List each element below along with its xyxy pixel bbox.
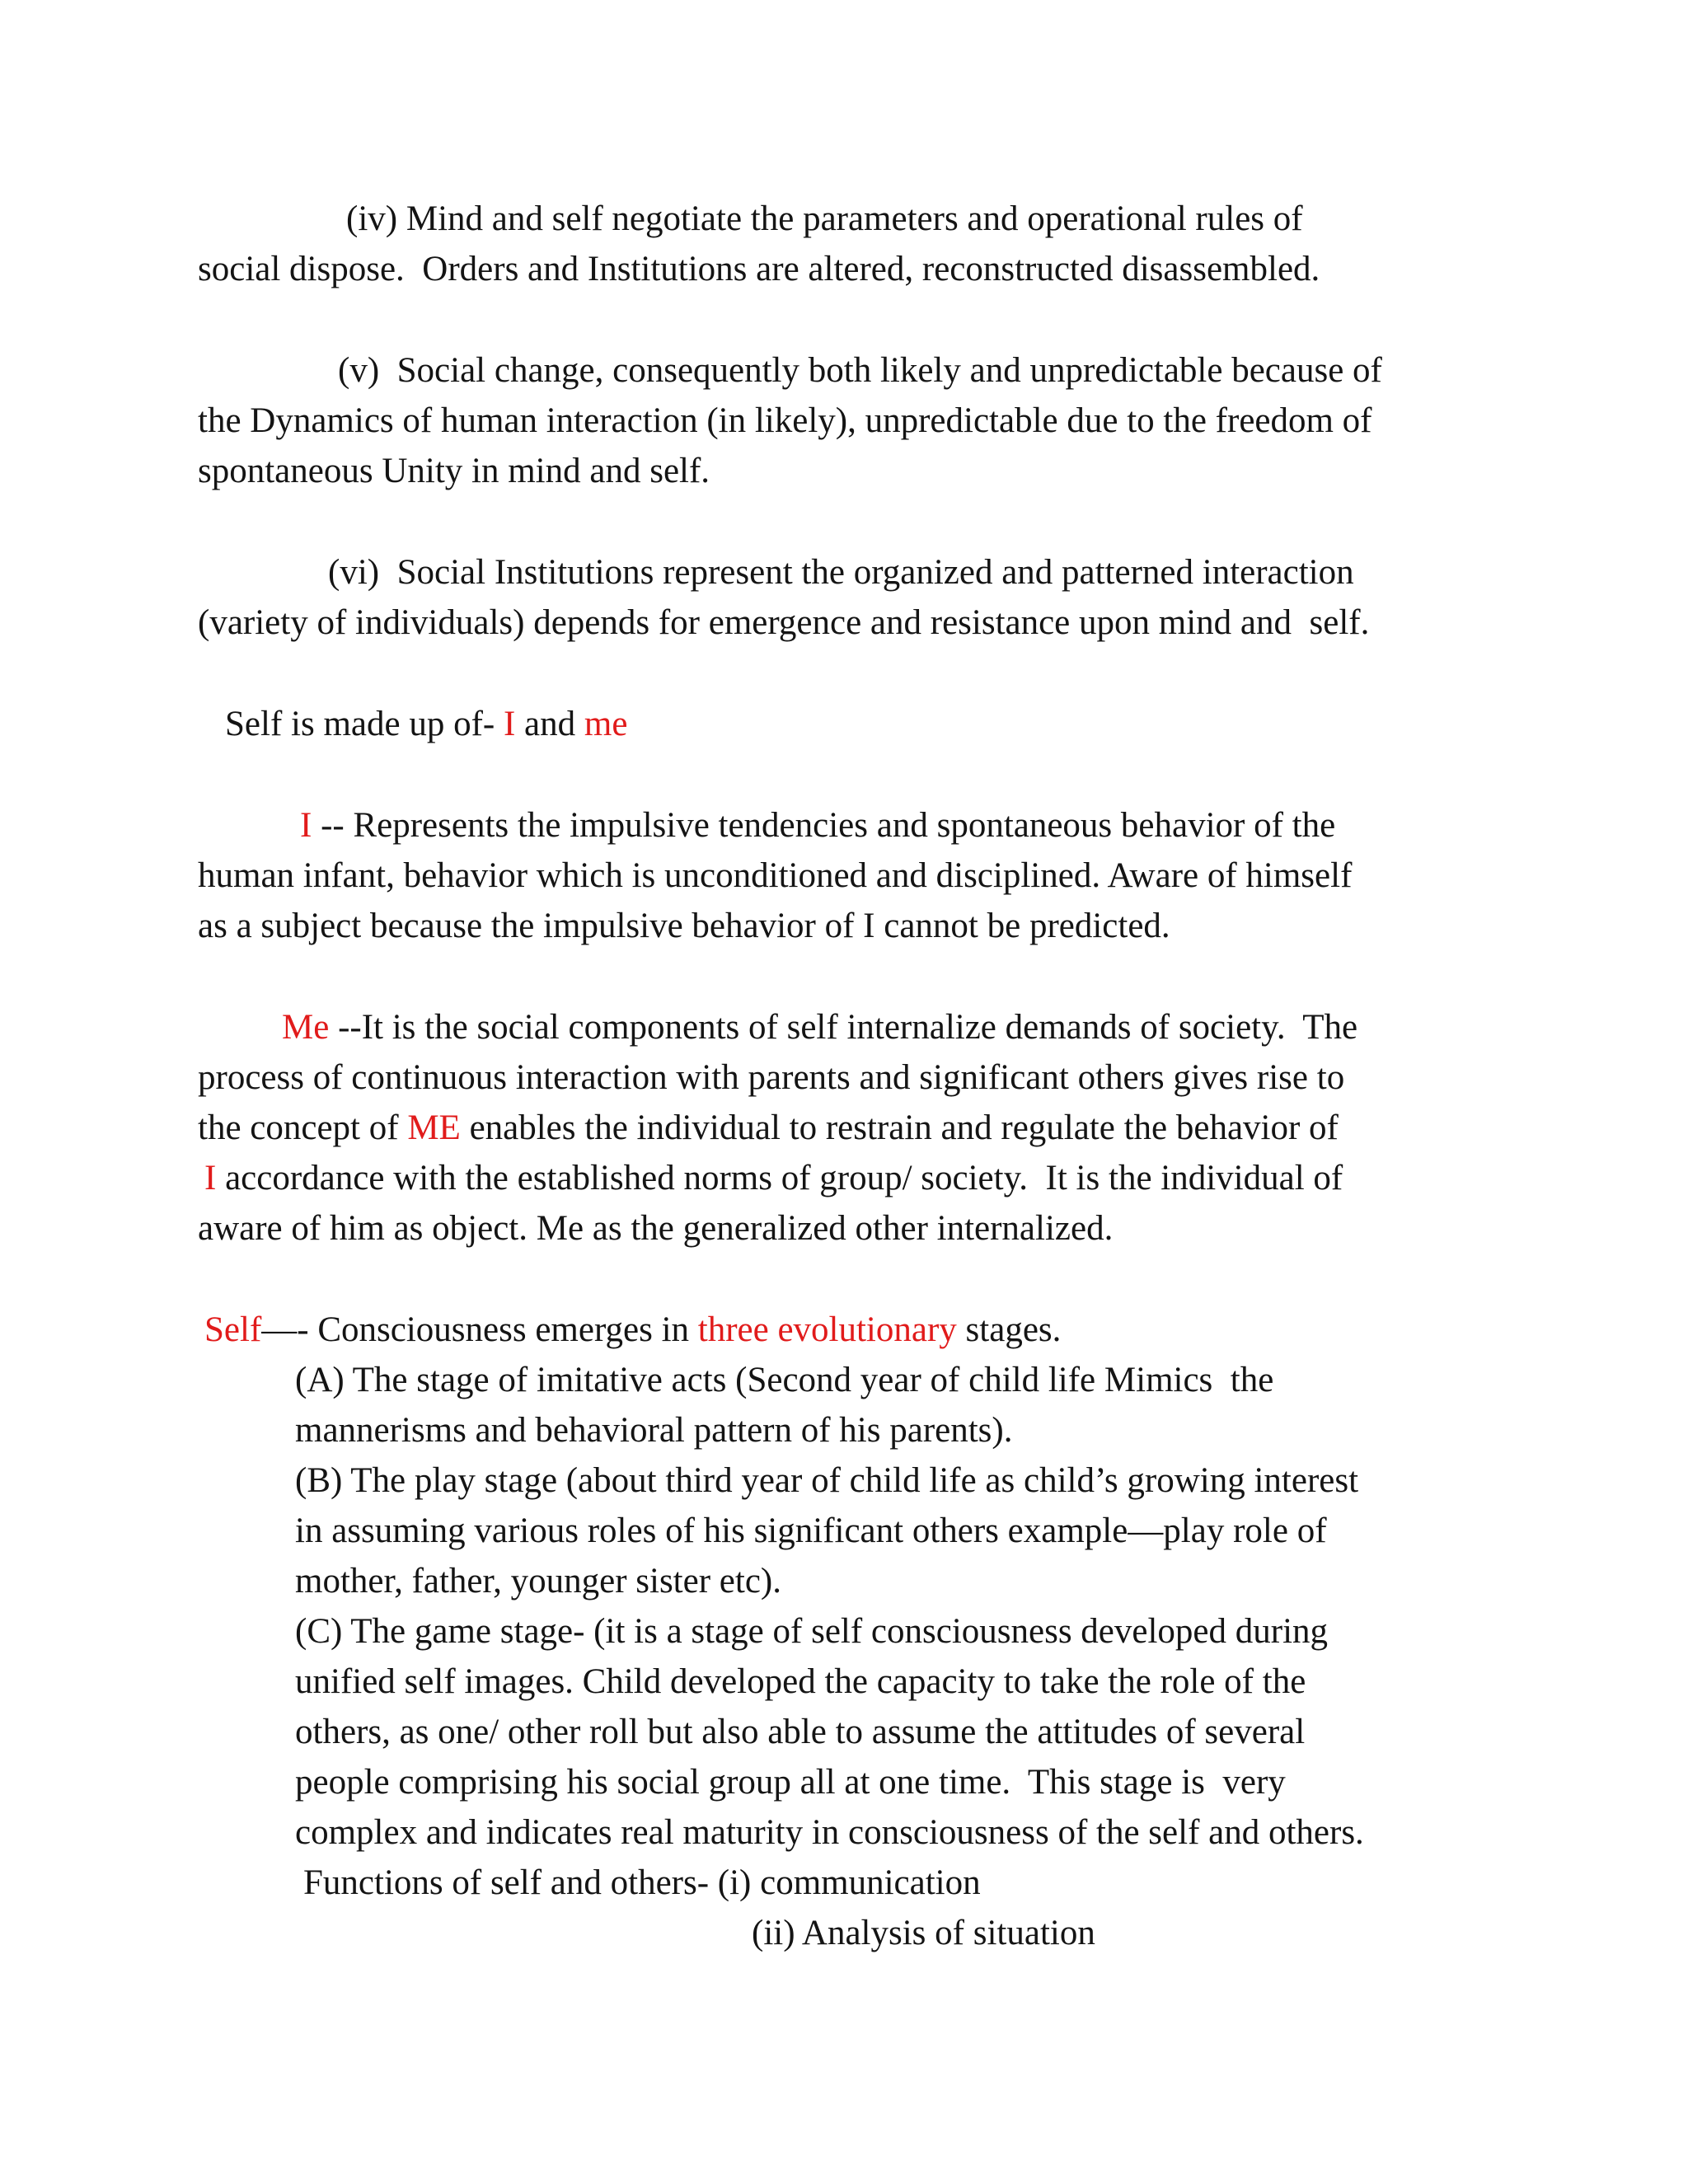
- stages-heading: [204, 1312, 1061, 1347]
- para-me-line-1: [282, 1010, 1357, 1045]
- stage-c-line-4: people comprising his social group all at one time. This stage is very: [295, 1763, 1286, 1802]
- para-i-line-1-text: -- Represents the impulsive tendencies and spontaneous behavior of the: [312, 806, 1336, 845]
- term-i: I: [503, 705, 516, 743]
- para-me-line-1-text: --It is the social components of self internalize demands of society. The: [329, 1008, 1358, 1047]
- term-me: me: [584, 705, 628, 743]
- functions-line: Functions of self and others- (i) communication: [303, 1863, 981, 1902]
- para-i-line-3: as a subject because the impulsive behavior of I cannot be predicted.: [198, 907, 1170, 945]
- para-vi-line-1: (vi) Social Institutions represent the organized and patterned interaction: [328, 553, 1354, 592]
- para-me-line-3: [198, 1110, 1339, 1146]
- para-me-line-5: aware of him as object. Me as the generalized other internalized.: [198, 1209, 1114, 1248]
- functions-line-ii: (ii) Analysis of situation: [752, 1914, 1095, 1952]
- stage-a-line-2: mannerisms and behavioral pattern of his parents).: [295, 1411, 1013, 1450]
- para-i-line-1: [300, 808, 1335, 843]
- stage-c-line-3: others, as one/ other roll but also able to assume the attitudes of several: [295, 1713, 1306, 1751]
- stage-c-line-1: (C) The game stage- (it is a stage of self consciousness developed during: [295, 1612, 1329, 1651]
- para-iv-line-1: (iv) Mind and self negotiate the parameters and operational rules of: [346, 199, 1303, 238]
- para-vi-line-2: (variety of individuals) depends for emergence and resistance upon mind and self.: [198, 603, 1370, 642]
- stage-c-line-5: complex and indicates real maturity in consciousness of the self and others.: [295, 1813, 1364, 1852]
- para-v-line-1: (v) Social change, consequently both likely and unpredictable because of: [338, 351, 1382, 390]
- stage-a-line-1: (A) The stage of imitative acts (Second year of child life Mimics the: [295, 1361, 1274, 1399]
- para-me-line-4: [204, 1160, 1343, 1196]
- self-made-prefix: Self is made up of-: [225, 705, 504, 743]
- term-i-heading: I: [300, 806, 312, 845]
- term-i-inline: I: [204, 1159, 217, 1197]
- stage-b-line-3: mother, father, younger sister etc).: [295, 1562, 781, 1601]
- stage-b-line-2: in assuming various roles of his significant others example—play role of: [295, 1511, 1327, 1550]
- para-me-line-3-post: enables the individual to restrain and regulate the behavior of: [460, 1108, 1339, 1147]
- stages-heading-post: stages.: [956, 1310, 1062, 1349]
- term-three-evolutionary: three evolutionary: [697, 1310, 957, 1349]
- term-me-heading: Me: [282, 1008, 330, 1047]
- stages-heading-mid: —- Consciousness emerges in: [261, 1310, 698, 1349]
- para-me-line-2: process of continuous interaction with parents and significant others gives rise to: [198, 1058, 1345, 1097]
- para-i-line-2: human infant, behavior which is unconditioned and disciplined. Aware of himself: [198, 856, 1353, 895]
- term-me-caps: ME: [407, 1108, 461, 1147]
- self-made-and: and: [515, 705, 584, 743]
- para-me-line-3-pre: the concept of: [198, 1108, 408, 1147]
- stage-b-line-1: (B) The play stage (about third year of child life as child’s growing interest: [295, 1461, 1359, 1500]
- term-self: Self: [204, 1310, 262, 1349]
- para-iv-line-2: social dispose. Orders and Institutions are altered, reconstructed disassembled.: [198, 250, 1320, 288]
- para-me-line-4-text: accordance with the established norms of group/ society. It is the individual of: [216, 1159, 1343, 1197]
- stage-c-line-2: unified self images. Child developed the capacity to take the role of the: [295, 1662, 1306, 1701]
- para-v-line-3: spontaneous Unity in mind and self.: [198, 452, 710, 490]
- self-made-up-line: [225, 706, 627, 742]
- para-v-line-2: the Dynamics of human interaction (in likely), unpredictable due to the freedom of: [198, 401, 1372, 440]
